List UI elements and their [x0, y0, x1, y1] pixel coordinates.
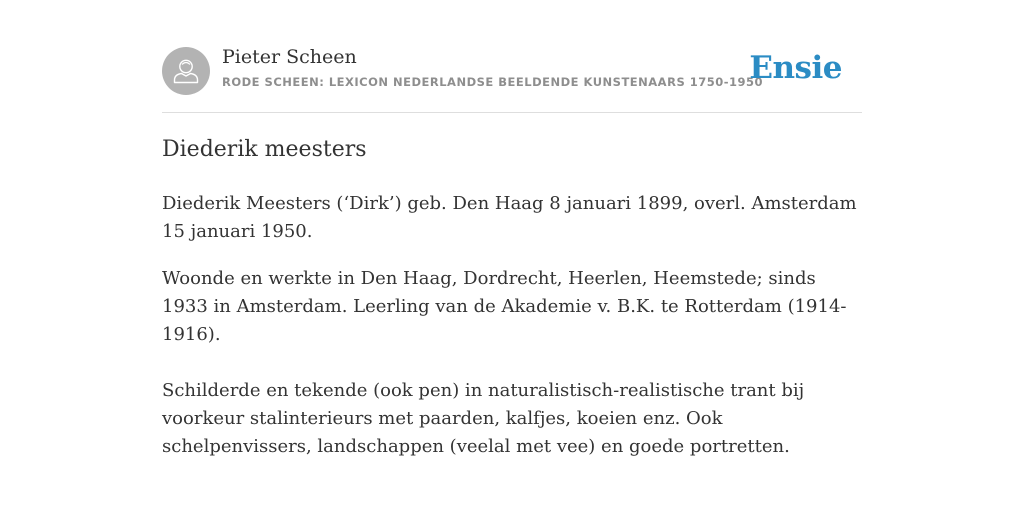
ensie-logo[interactable]: Ensie — [749, 50, 842, 86]
article-paragraph: Woonde en werkte in Den Haag, Dordrecht, Heerlen, Heemstede; sinds 1933 in Amsterdam. Leerling van de Akademie v. B.K. te Rotterdam (1914-1916). — [162, 268, 847, 345]
article-paragraph: Schilderde en tekende (ook pen) in naturalistisch-realistische trant bij voorkeur stalinterieurs met paarden, kalfjes, koeien enz. Ook schelpenvissers, landschappen (veelal met vee) en goede portretten. — [162, 380, 805, 457]
article-paragraph: Diederik Meesters (‘Dirk’) geb. Den Haag 8 januari 1899, overl. Amsterdam 15 januari 1950. — [162, 193, 857, 242]
article-body — [162, 190, 862, 461]
author-avatar[interactable] — [162, 47, 210, 95]
article-header — [162, 44, 862, 113]
article-title: Diederik meesters — [162, 137, 367, 162]
author-name[interactable]: Pieter Scheen — [222, 46, 357, 68]
source-title[interactable]: RODE SCHEEN: LEXICON NEDERLANDSE BEELDENDE KUNSTENAARS 1750-1950 — [222, 75, 764, 89]
user-icon — [162, 47, 210, 95]
